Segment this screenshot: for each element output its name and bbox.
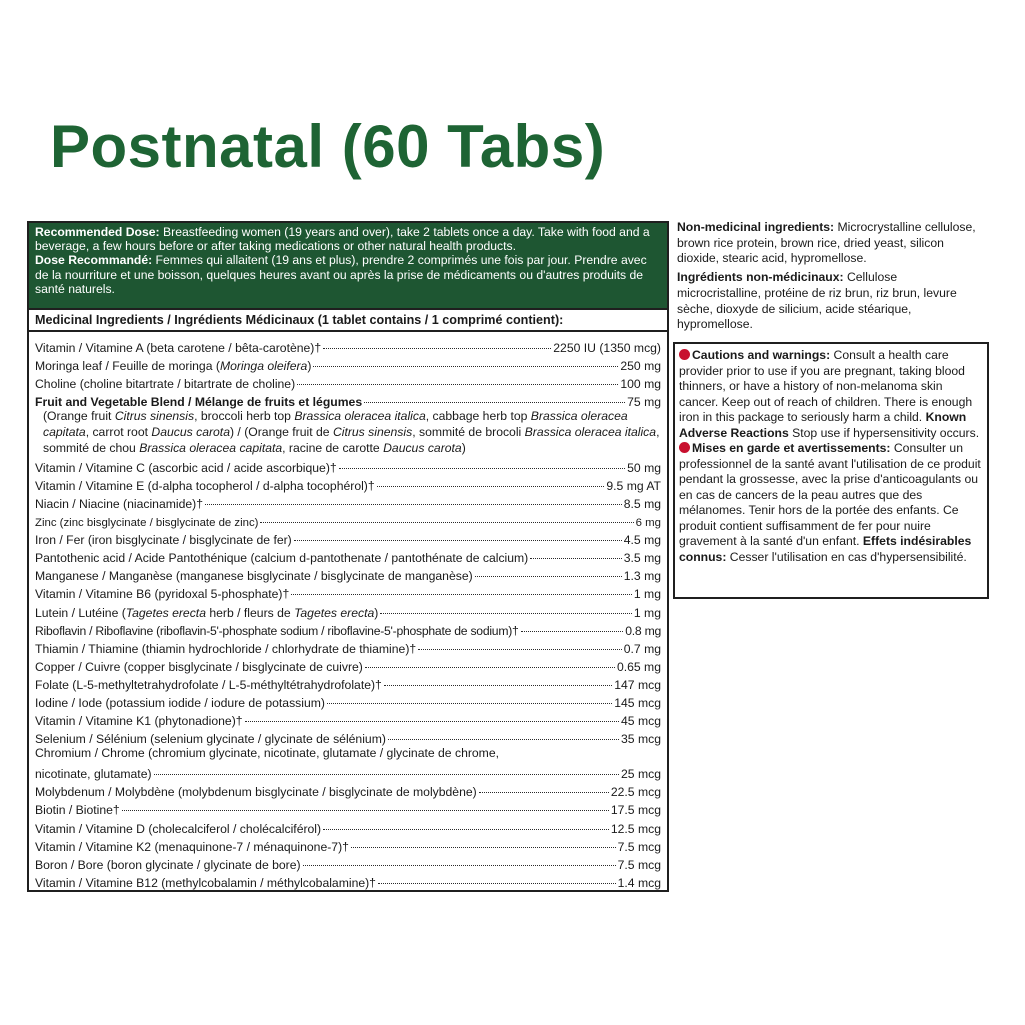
ingredient-name: Biotin / Biotine†: [35, 803, 120, 818]
ingredient-amount: 9.5 mg AT: [606, 478, 661, 493]
ingredient-name: Molybdenum / Molybdène (molybdenum bisglycinate / bisglycinate de molybdène): [35, 785, 477, 800]
ingredient-row-vitamin-b12: [35, 872, 661, 890]
ingredient-amount: 145 mcg: [614, 695, 661, 710]
page-title: Postnatal (60 Tabs): [50, 113, 606, 180]
ingredient-name-line1: Chromium / Chrome (chromium glycinate, nicotinate, glutamate / glycinate de chrome,: [35, 746, 499, 761]
ingredient-name: Selenium / Sélénium (selenium glycinate / glycinate de sélénium): [35, 732, 386, 747]
ingredient-amount: 147 mcg: [614, 677, 661, 692]
ingredient-amount: 75 mg: [627, 395, 661, 410]
warning-bullet-icon: [679, 349, 690, 360]
ingredient-name: Thiamin / Thiamine (thiamin hydrochloride / chlorhydrate de thiamine)†: [35, 641, 417, 656]
ingredient-name: Zinc (zinc bisglycinate / bisglycinate de zinc): [35, 517, 259, 530]
ingredient-row-chromium: [35, 746, 661, 781]
ingredient-name: Vitamin / Vitamine D (cholecalciferol / cholécalciférol): [35, 821, 322, 836]
ingredient-amount: 22.5 mcg: [610, 785, 661, 800]
cautions-fr: Mises en garde et avertissements: Consulter un professionnel de la santé avant l'utilisation de ce produit pendant la grossesse, avec la prise d'anticoagulants ou en cas de cancers de la peau autres que des mélanomes. Tenir hors de la portée des enfants. Ce produit contient suffisamment de fer pour nuire gravement à la santé d'un enfant. Effets indésirables connus: Cesser l'utilisation en cas d'hypersensibilité.: [679, 441, 981, 564]
ingredient-amount: 2250 IU (1350 mcg): [553, 341, 661, 355]
ingredient-amount: 7.5 mcg: [617, 857, 661, 872]
ingredient-name: Vitamin / Vitamine A (beta carotene / bêta-carotène)†: [35, 341, 322, 355]
ingredient-name: Vitamin / Vitamine C (ascorbic acid / acide ascorbique)†: [35, 460, 337, 475]
ingredient-amount: 1.4 mcg: [617, 875, 661, 890]
ingredients-list: [29, 332, 667, 890]
dose-fr-text: Femmes qui allaitent (19 ans et plus), prendre 2 comprimés une fois par jour. Prendre avec de la nourriture et une boisson, quelques heures avant ou après la prise de médicaments ou d'autres produits de santé naturels.: [35, 253, 647, 296]
ingredient-amount: 1 mg: [633, 587, 661, 602]
ingredient-amount: 0.8 mg: [625, 623, 661, 638]
ingredient-amount: 4.5 mg: [623, 533, 661, 548]
ingredient-name: Vitamin / Vitamine K2 (menaquinone-7 / ménaquinone-7)†: [35, 839, 349, 854]
ingredient-name: Copper / Cuivre (copper bisglycinate / bisglycinate de cuivre): [35, 659, 363, 674]
ingredient-amount: 17.5 mcg: [610, 803, 661, 818]
ingredient-name: nicotinate, glutamate): [35, 767, 152, 782]
non-medicinal-ingredients: [677, 220, 977, 336]
ingredient-amount: 6 mg: [635, 517, 661, 530]
ingredient-amount: 12.5 mcg: [610, 821, 661, 836]
dose-en-text: Breastfeeding women (19 years and over), take 2 tablets once a day. Take with food and a beverage, a few hours before or after taking medications or other natural health products.: [35, 225, 650, 254]
ingredient-amount: 25 mcg: [621, 767, 661, 782]
ingredient-name: Iodine / Iode (potassium iodide / iodure de potassium): [35, 695, 325, 710]
ingredient-amount: 8.5 mg: [623, 496, 661, 511]
ingredient-amount: 7.5 mcg: [617, 839, 661, 854]
ingredient-name: Folate (L-5-methyltetrahydrofolate / L-5-méthyltétrahydrofolate)†: [35, 677, 382, 692]
ingredient-name: Vitamin / Vitamine B12 (methylcobalamin / méthylcobalamine)†: [35, 875, 376, 890]
non-medicinal-en: Non-medicinal ingredients: Microcrystalline cellulose, brown rice protein, brown rice, dried yeast, silicon dioxide, stearic acid, hypromellose.: [677, 220, 976, 266]
cautions-en: Cautions and warnings: Consult a health care provider prior to use if you are pregnant, taking blood thinners, or have a history of non-melanoma skin cancer. Keep out of reach of children. There is enough iron in this package to seriously harm a child. Known Adverse Reactions Stop use if hypersensitivity occurs.: [679, 348, 980, 440]
ingredient-amount: 0.7 mg: [623, 641, 661, 656]
ingredient-amount: 1.3 mg: [623, 569, 661, 584]
ingredient-name: Lutein / Lutéine (Tagetes erecta herb / fleurs de Tagetes erecta): [35, 605, 379, 620]
ingredient-name: Fruit and Vegetable Blend / Mélange de fruits et légumes: [35, 395, 363, 410]
ingredient-name: Vitamin / Vitamine K1 (phytonadione)†: [35, 714, 243, 729]
ingredient-amount: 50 mg: [627, 460, 661, 475]
ingredient-row-selenium: [35, 728, 661, 746]
ingredient-name: Riboflavin / Riboflavine (riboflavin-5'-phosphate sodium / riboflavine-5'-phosphate de sodium)†: [35, 623, 519, 638]
cautions-box: [673, 342, 989, 599]
ingredient-amount: 1 mg: [633, 605, 661, 620]
ingredient-row-blend: [35, 391, 661, 409]
ingredient-name: Pantothenic acid / Acide Pantothénique (calcium d-pantothenate / pantothénate de calcium): [35, 551, 529, 566]
ingredient-amount: 100 mg: [620, 377, 661, 392]
dose-fr-label: Dose Recommandé:: [35, 253, 153, 268]
ingredient-name: Manganese / Manganèse (manganese bisglycinate / bisglycinate de manganèse): [35, 569, 473, 584]
ingredient-name: Choline (choline bitartrate / bitartrate de choline): [35, 377, 296, 392]
ingredient-amount: 3.5 mg: [623, 551, 661, 566]
warning-bullet-icon: [679, 442, 690, 453]
ingredient-amount: 0.65 mg: [616, 659, 661, 674]
ingredient-name: Vitamin / Vitamine E (d-alpha tocopherol / d-alpha tocophérol)†: [35, 478, 375, 493]
blend-description: (Orange fruit Citrus sinensis, broccoli herb top Brassica oleracea italica, cabbage herb top Brassica oleracea capitata, carrot root Daucus carota) / (Orange fruit de Citrus sinensis, sommité de brocoli Brassica oleracea italica, sommité de chou Brassica oleracea capitata, racine de carotte Daucus carota): [43, 409, 660, 455]
ingredient-name: Vitamin / Vitamine B6 (pyridoxal 5-phosphate)†: [35, 587, 290, 602]
ingredient-amount: 250 mg: [620, 359, 661, 374]
ingredient-amount: 45 mcg: [621, 714, 661, 729]
ingredient-name: Boron / Bore (boron glycinate / glycinate de bore): [35, 857, 301, 872]
ingredient-name: Niacin / Niacine (niacinamide)†: [35, 496, 203, 511]
recommended-dose: [29, 223, 667, 310]
ingredients-panel: [27, 221, 669, 892]
dose-en-label: Recommended Dose:: [35, 225, 160, 239]
non-medicinal-fr: Ingrédients non-médicinaux: Cellulose microcristalline, protéine de riz brun, riz brun, levure sèche, dioxyde de silicium, acide stéarique, hypromellose.: [677, 270, 957, 332]
ingredient-name: Moringa leaf / Feuille de moringa (Moringa oleifera): [35, 359, 312, 374]
ingredient-amount: 35 mcg: [621, 732, 661, 747]
ingredients-header: Medicinal Ingredients / Ingrédients Médicinaux (1 tablet contains / 1 comprimé contient):: [29, 310, 667, 332]
ingredient-name: Iron / Fer (iron bisglycinate / bisglycinate de fer): [35, 533, 292, 548]
